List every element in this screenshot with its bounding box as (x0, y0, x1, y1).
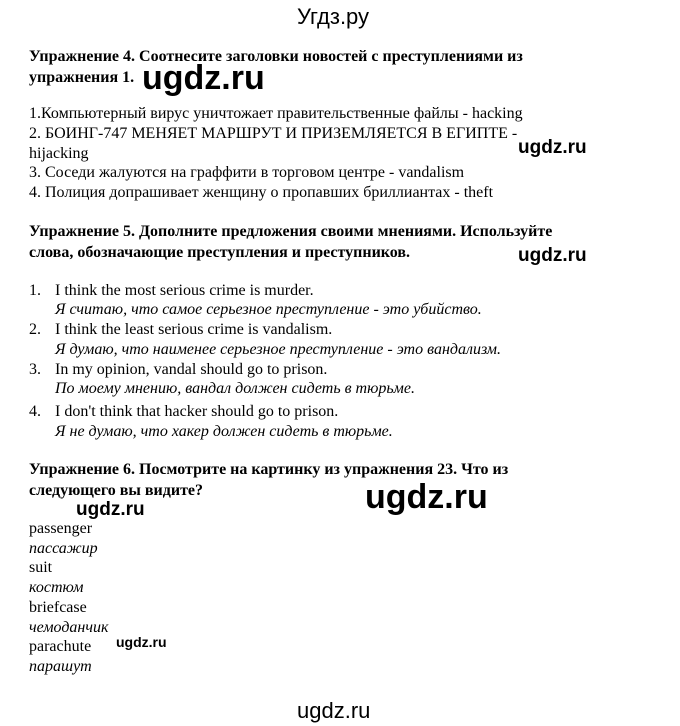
exercise6-heading-line2: следующего вы видите? (29, 482, 204, 499)
exercise4-line: 3. Соседи жалуются на граффити в торговом центре - vandalism (29, 164, 465, 181)
watermark: ugdz.ru (518, 137, 587, 158)
word-russian: чемоданчик (29, 619, 109, 636)
word-english: passenger (29, 520, 93, 537)
russian-translation: Я думаю, что наименее серьезное преступление - это вандализм. (55, 341, 502, 358)
watermark: ugdz.ru (365, 478, 488, 516)
watermark: ugdz.ru (142, 59, 265, 97)
word-russian: костюм (29, 579, 84, 596)
english-sentence: I think the most serious crime is murder. (55, 282, 314, 299)
english-sentence: I don't think that hacker should go to prison. (55, 403, 339, 420)
exercise5-item (0, 402, 680, 422)
exercise4-line: 4. Полиция допрашивает женщину о пропавших бриллиантах - theft (29, 184, 494, 201)
exercise6-heading-line1: Упражнение 6. Посмотрите на картинку из упражнения 23. Что из (29, 461, 509, 478)
exercise4-line: 1.Компьютерный вирус уничтожает правительственные файлы - hacking (29, 105, 523, 122)
exercise5-heading-line1: Упражнение 5. Дополните предложения своими мнениями. Используйте (29, 223, 553, 240)
word-russian: парашут (29, 658, 92, 675)
russian-translation: По моему мнению, вандал должен сидеть в тюрьме. (55, 380, 415, 397)
exercise5-item (0, 281, 680, 301)
word-english: parachute (29, 638, 92, 655)
item-number: 2. (29, 321, 41, 338)
footer-site-name: ugdz.ru (297, 698, 371, 723)
exercise5-item (0, 320, 680, 340)
item-number: 3. (29, 361, 41, 378)
watermark: ugdz.ru (518, 245, 587, 266)
word-english: briefcase (29, 599, 87, 616)
exercise5-item (0, 360, 680, 380)
exercise4-line: hijacking (29, 145, 89, 162)
exercise5-heading-line2: слова, обозначающие преступления и преступников. (29, 244, 411, 261)
item-number: 1. (29, 282, 41, 299)
site-title: Угдз.ру (297, 4, 370, 29)
watermark: ugdz.ru (116, 634, 167, 650)
exercise4-line: 2. БОИНГ-747 МЕНЯЕТ МАРШРУТ И ПРИЗЕМЛЯЕТСЯ В ЕГИПТЕ - (29, 125, 518, 142)
english-sentence: In my opinion, vandal should go to prison. (55, 361, 328, 378)
exercise4-heading-line2: упражнения 1. (29, 69, 135, 86)
word-english: suit (29, 559, 53, 576)
item-number: 4. (29, 403, 41, 420)
russian-translation: Я не думаю, что хакер должен сидеть в тюрьме. (55, 423, 393, 440)
russian-translation: Я считаю, что самое серьезное преступление - это убийство. (55, 301, 482, 318)
english-sentence: I think the least serious crime is vandalism. (55, 321, 333, 338)
word-russian: пассажир (29, 540, 98, 557)
watermark: ugdz.ru (76, 499, 145, 520)
exercise4-heading-line1: Упражнение 4. Соотнесите заголовки новостей с преступлениями из (29, 48, 523, 65)
